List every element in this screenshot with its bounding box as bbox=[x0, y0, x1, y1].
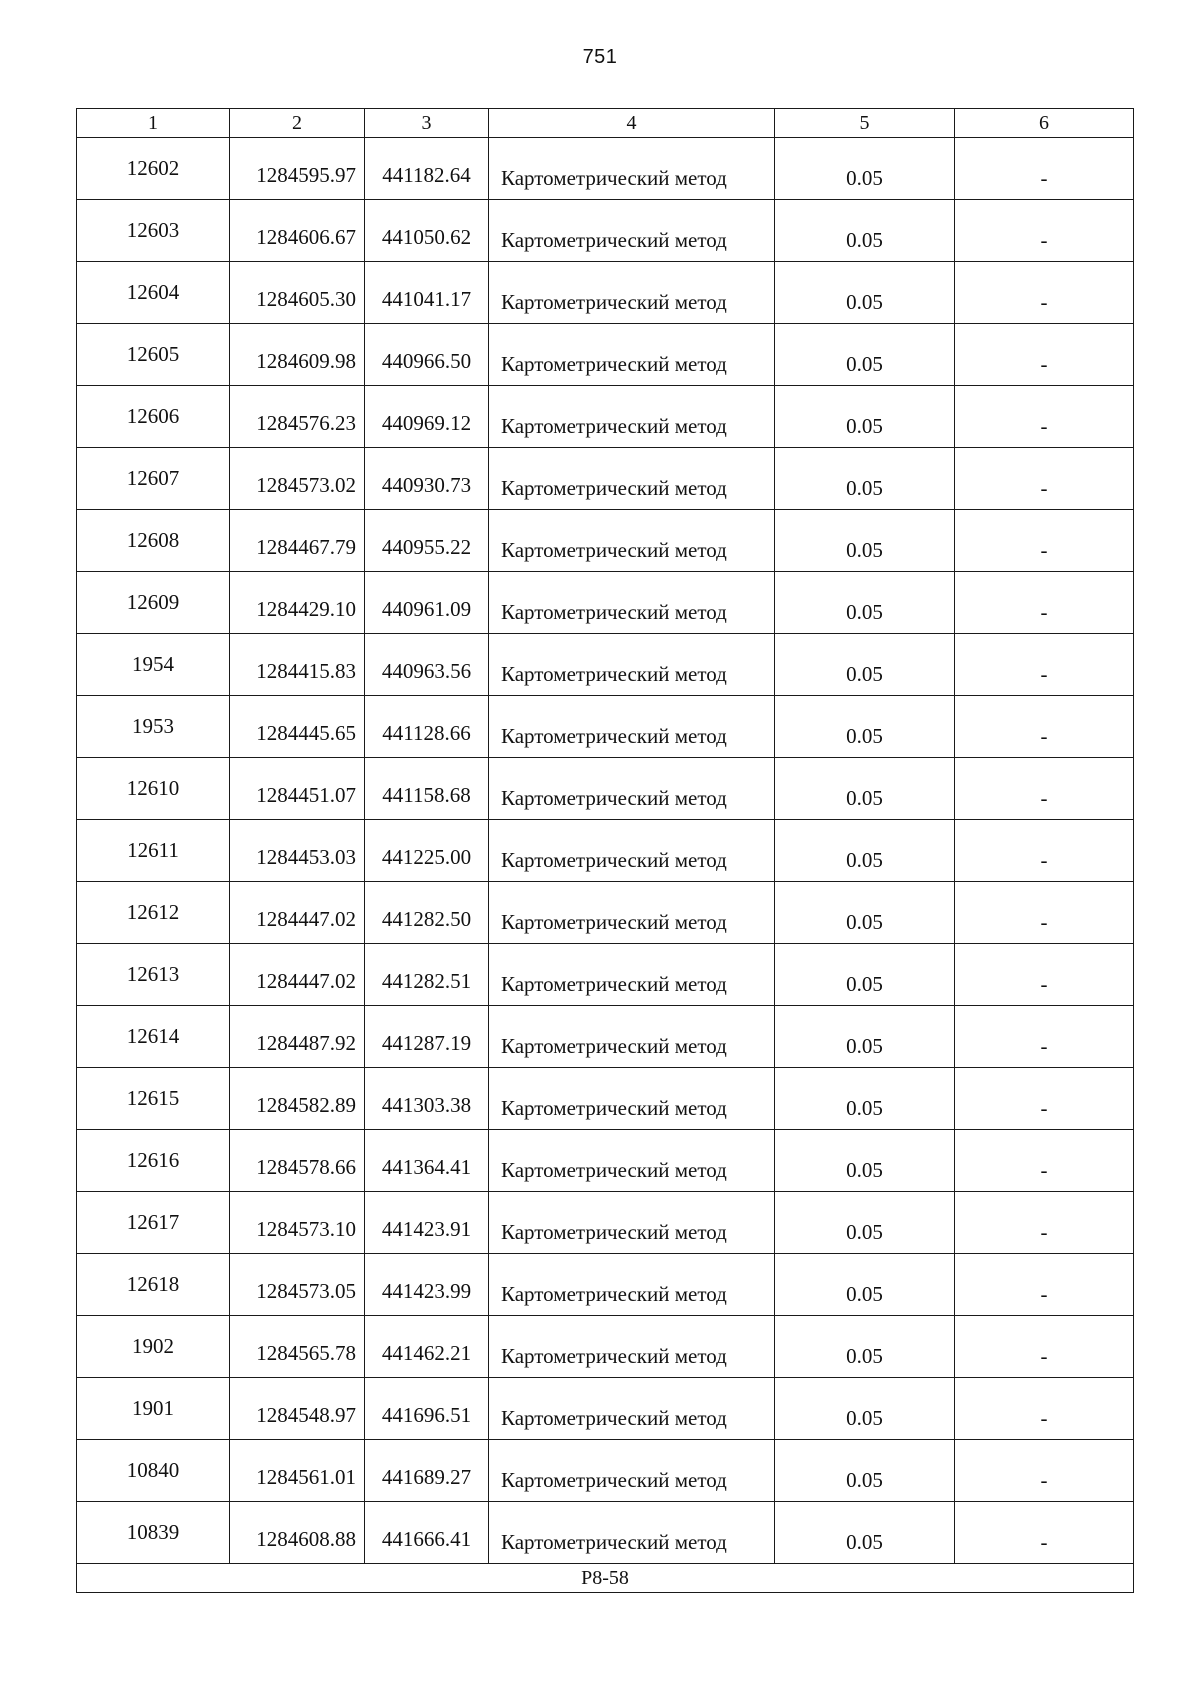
x-coordinate-cell: 1284573.02 bbox=[230, 448, 365, 510]
y-coordinate-cell: 441689.27 bbox=[365, 1440, 489, 1502]
table-row bbox=[77, 1130, 1134, 1192]
accuracy-cell: 0.05 bbox=[775, 1316, 955, 1378]
accuracy-cell: 0.05 bbox=[775, 634, 955, 696]
column-header-2: 2 bbox=[230, 109, 365, 138]
accuracy-cell: 0.05 bbox=[775, 324, 955, 386]
point-number-cell: 12614 bbox=[77, 1006, 230, 1068]
note-cell: - bbox=[955, 324, 1134, 386]
y-coordinate-cell: 441050.62 bbox=[365, 200, 489, 262]
note-cell: - bbox=[955, 696, 1134, 758]
method-cell: Картометрический метод bbox=[489, 882, 775, 944]
method-cell: Картометрический метод bbox=[489, 1130, 775, 1192]
note-cell: - bbox=[955, 634, 1134, 696]
method-cell: Картометрический метод bbox=[489, 1316, 775, 1378]
accuracy-cell: 0.05 bbox=[775, 758, 955, 820]
accuracy-cell: 0.05 bbox=[775, 1378, 955, 1440]
point-number-cell: 10839 bbox=[77, 1502, 230, 1564]
y-coordinate-cell: 441696.51 bbox=[365, 1378, 489, 1440]
x-coordinate-cell: 1284487.92 bbox=[230, 1006, 365, 1068]
y-coordinate-cell: 441282.50 bbox=[365, 882, 489, 944]
accuracy-cell: 0.05 bbox=[775, 1130, 955, 1192]
x-coordinate-cell: 1284451.07 bbox=[230, 758, 365, 820]
y-coordinate-cell: 441182.64 bbox=[365, 138, 489, 200]
y-coordinate-cell: 441462.21 bbox=[365, 1316, 489, 1378]
note-cell: - bbox=[955, 1440, 1134, 1502]
point-number-cell: 1901 bbox=[77, 1378, 230, 1440]
accuracy-cell: 0.05 bbox=[775, 1502, 955, 1564]
column-header-6: 6 bbox=[955, 109, 1134, 138]
point-number-cell: 12618 bbox=[77, 1254, 230, 1316]
note-cell: - bbox=[955, 944, 1134, 1006]
method-cell: Картометрический метод bbox=[489, 1068, 775, 1130]
note-cell: - bbox=[955, 386, 1134, 448]
point-number-cell: 12604 bbox=[77, 262, 230, 324]
y-coordinate-cell: 441041.17 bbox=[365, 262, 489, 324]
point-number-cell: 12606 bbox=[77, 386, 230, 448]
x-coordinate-cell: 1284453.03 bbox=[230, 820, 365, 882]
x-coordinate-cell: 1284561.01 bbox=[230, 1440, 365, 1502]
method-cell: Картометрический метод bbox=[489, 944, 775, 1006]
note-cell: - bbox=[955, 262, 1134, 324]
accuracy-cell: 0.05 bbox=[775, 1192, 955, 1254]
table-row bbox=[77, 1440, 1134, 1502]
accuracy-cell: 0.05 bbox=[775, 1254, 955, 1316]
x-coordinate-cell: 1284447.02 bbox=[230, 944, 365, 1006]
x-coordinate-cell: 1284445.65 bbox=[230, 696, 365, 758]
table-row bbox=[77, 1254, 1134, 1316]
x-coordinate-cell: 1284548.97 bbox=[230, 1378, 365, 1440]
point-number-cell: 1902 bbox=[77, 1316, 230, 1378]
column-header-4: 4 bbox=[489, 109, 775, 138]
note-cell: - bbox=[955, 572, 1134, 634]
accuracy-cell: 0.05 bbox=[775, 696, 955, 758]
point-number-cell: 12610 bbox=[77, 758, 230, 820]
sheet-code: Р8-58 bbox=[77, 1564, 1134, 1593]
table-footer bbox=[77, 1564, 1134, 1593]
accuracy-cell: 0.05 bbox=[775, 448, 955, 510]
accuracy-cell: 0.05 bbox=[775, 1068, 955, 1130]
y-coordinate-cell: 440963.56 bbox=[365, 634, 489, 696]
point-number-cell: 1954 bbox=[77, 634, 230, 696]
note-cell: - bbox=[955, 882, 1134, 944]
x-coordinate-cell: 1284565.78 bbox=[230, 1316, 365, 1378]
y-coordinate-cell: 441423.99 bbox=[365, 1254, 489, 1316]
x-coordinate-cell: 1284606.67 bbox=[230, 200, 365, 262]
point-number-cell: 10840 bbox=[77, 1440, 230, 1502]
point-number-cell: 12607 bbox=[77, 448, 230, 510]
accuracy-cell: 0.05 bbox=[775, 262, 955, 324]
table-row bbox=[77, 324, 1134, 386]
table-row bbox=[77, 1316, 1134, 1378]
accuracy-cell: 0.05 bbox=[775, 386, 955, 448]
y-coordinate-cell: 441225.00 bbox=[365, 820, 489, 882]
x-coordinate-cell: 1284605.30 bbox=[230, 262, 365, 324]
point-number-cell: 12613 bbox=[77, 944, 230, 1006]
point-number-cell: 12615 bbox=[77, 1068, 230, 1130]
method-cell: Картометрический метод bbox=[489, 758, 775, 820]
coordinates-table bbox=[76, 108, 1134, 1593]
method-cell: Картометрический метод bbox=[489, 1254, 775, 1316]
table-row bbox=[77, 1192, 1134, 1254]
method-cell: Картометрический метод bbox=[489, 634, 775, 696]
point-number-cell: 12602 bbox=[77, 138, 230, 200]
accuracy-cell: 0.05 bbox=[775, 1440, 955, 1502]
y-coordinate-cell: 440966.50 bbox=[365, 324, 489, 386]
y-coordinate-cell: 441303.38 bbox=[365, 1068, 489, 1130]
note-cell: - bbox=[955, 1068, 1134, 1130]
x-coordinate-cell: 1284578.66 bbox=[230, 1130, 365, 1192]
column-header-3: 3 bbox=[365, 109, 489, 138]
method-cell: Картометрический метод bbox=[489, 448, 775, 510]
point-number-cell: 1953 bbox=[77, 696, 230, 758]
y-coordinate-cell: 441282.51 bbox=[365, 944, 489, 1006]
point-number-cell: 12608 bbox=[77, 510, 230, 572]
method-cell: Картометрический метод bbox=[489, 1192, 775, 1254]
accuracy-cell: 0.05 bbox=[775, 944, 955, 1006]
note-cell: - bbox=[955, 510, 1134, 572]
method-cell: Картометрический метод bbox=[489, 138, 775, 200]
table-row bbox=[77, 572, 1134, 634]
method-cell: Картометрический метод bbox=[489, 820, 775, 882]
table-row bbox=[77, 758, 1134, 820]
point-number-cell: 12603 bbox=[77, 200, 230, 262]
point-number-cell: 12617 bbox=[77, 1192, 230, 1254]
note-cell: - bbox=[955, 448, 1134, 510]
accuracy-cell: 0.05 bbox=[775, 510, 955, 572]
table-row bbox=[77, 138, 1134, 200]
column-header-1: 1 bbox=[77, 109, 230, 138]
note-cell: - bbox=[955, 1006, 1134, 1068]
table-row bbox=[77, 1006, 1134, 1068]
accuracy-cell: 0.05 bbox=[775, 572, 955, 634]
note-cell: - bbox=[955, 1192, 1134, 1254]
note-cell: - bbox=[955, 200, 1134, 262]
x-coordinate-cell: 1284609.98 bbox=[230, 324, 365, 386]
table-body bbox=[77, 138, 1134, 1564]
x-coordinate-cell: 1284447.02 bbox=[230, 882, 365, 944]
x-coordinate-cell: 1284467.79 bbox=[230, 510, 365, 572]
note-cell: - bbox=[955, 1316, 1134, 1378]
x-coordinate-cell: 1284415.83 bbox=[230, 634, 365, 696]
method-cell: Картометрический метод bbox=[489, 510, 775, 572]
table-row bbox=[77, 200, 1134, 262]
x-coordinate-cell: 1284429.10 bbox=[230, 572, 365, 634]
method-cell: Картометрический метод bbox=[489, 1378, 775, 1440]
note-cell: - bbox=[955, 758, 1134, 820]
footer-row bbox=[77, 1564, 1134, 1593]
accuracy-cell: 0.05 bbox=[775, 1006, 955, 1068]
table-row bbox=[77, 1502, 1134, 1564]
table-header bbox=[77, 109, 1134, 138]
y-coordinate-cell: 441128.66 bbox=[365, 696, 489, 758]
method-cell: Картометрический метод bbox=[489, 200, 775, 262]
y-coordinate-cell: 440961.09 bbox=[365, 572, 489, 634]
note-cell: - bbox=[955, 1378, 1134, 1440]
table-row bbox=[77, 882, 1134, 944]
point-number-cell: 12616 bbox=[77, 1130, 230, 1192]
point-number-cell: 12605 bbox=[77, 324, 230, 386]
note-cell: - bbox=[955, 1502, 1134, 1564]
method-cell: Картометрический метод bbox=[489, 1502, 775, 1564]
table-row bbox=[77, 386, 1134, 448]
method-cell: Картометрический метод bbox=[489, 1006, 775, 1068]
note-cell: - bbox=[955, 138, 1134, 200]
y-coordinate-cell: 440955.22 bbox=[365, 510, 489, 572]
table-row bbox=[77, 1378, 1134, 1440]
y-coordinate-cell: 441666.41 bbox=[365, 1502, 489, 1564]
method-cell: Картометрический метод bbox=[489, 696, 775, 758]
point-number-cell: 12612 bbox=[77, 882, 230, 944]
method-cell: Картометрический метод bbox=[489, 386, 775, 448]
method-cell: Картометрический метод bbox=[489, 1440, 775, 1502]
x-coordinate-cell: 1284573.05 bbox=[230, 1254, 365, 1316]
method-cell: Картометрический метод bbox=[489, 324, 775, 386]
table-row bbox=[77, 510, 1134, 572]
x-coordinate-cell: 1284582.89 bbox=[230, 1068, 365, 1130]
x-coordinate-cell: 1284576.23 bbox=[230, 386, 365, 448]
table-row bbox=[77, 944, 1134, 1006]
point-number-cell: 12609 bbox=[77, 572, 230, 634]
note-cell: - bbox=[955, 1130, 1134, 1192]
y-coordinate-cell: 440969.12 bbox=[365, 386, 489, 448]
y-coordinate-cell: 441423.91 bbox=[365, 1192, 489, 1254]
table-row bbox=[77, 634, 1134, 696]
point-number-cell: 12611 bbox=[77, 820, 230, 882]
method-cell: Картометрический метод bbox=[489, 572, 775, 634]
y-coordinate-cell: 441158.68 bbox=[365, 758, 489, 820]
method-cell: Картометрический метод bbox=[489, 262, 775, 324]
page-number: 751 bbox=[582, 46, 618, 68]
note-cell: - bbox=[955, 820, 1134, 882]
x-coordinate-cell: 1284608.88 bbox=[230, 1502, 365, 1564]
accuracy-cell: 0.05 bbox=[775, 820, 955, 882]
column-header-5: 5 bbox=[775, 109, 955, 138]
table-row bbox=[77, 820, 1134, 882]
note-cell: - bbox=[955, 1254, 1134, 1316]
table-row bbox=[77, 262, 1134, 324]
header-row bbox=[77, 109, 1134, 138]
x-coordinate-cell: 1284573.10 bbox=[230, 1192, 365, 1254]
y-coordinate-cell: 440930.73 bbox=[365, 448, 489, 510]
accuracy-cell: 0.05 bbox=[775, 138, 955, 200]
x-coordinate-cell: 1284595.97 bbox=[230, 138, 365, 200]
table-row bbox=[77, 1068, 1134, 1130]
accuracy-cell: 0.05 bbox=[775, 882, 955, 944]
table-row bbox=[77, 448, 1134, 510]
y-coordinate-cell: 441287.19 bbox=[365, 1006, 489, 1068]
accuracy-cell: 0.05 bbox=[775, 200, 955, 262]
table-row bbox=[77, 696, 1134, 758]
y-coordinate-cell: 441364.41 bbox=[365, 1130, 489, 1192]
